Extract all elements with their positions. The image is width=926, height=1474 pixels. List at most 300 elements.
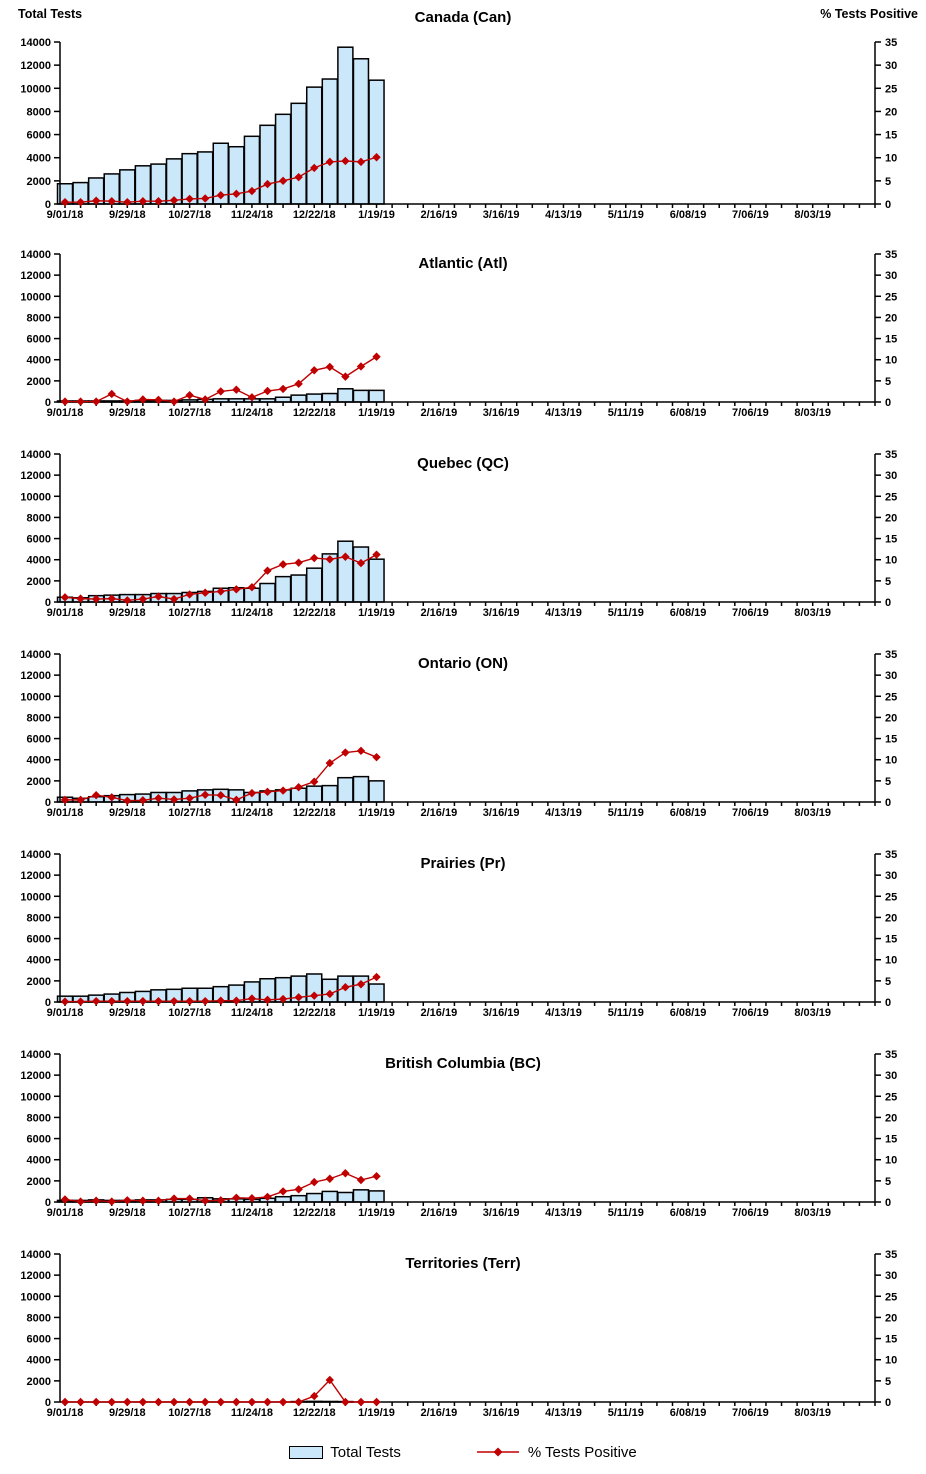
pct-positive-point (217, 387, 225, 395)
x-tick-label: 4/13/19 (545, 607, 582, 619)
panel-pr (0, 830, 926, 1030)
total-tests-bar (369, 390, 384, 402)
x-tick-label: 9/29/18 (108, 1007, 146, 1019)
y-left-tick-label: 14000 (20, 1249, 51, 1261)
axes (60, 854, 875, 1002)
pct-positive-point (76, 1398, 84, 1406)
y-left-tick-label: 0 (44, 1197, 51, 1209)
total-tests-bar (353, 1190, 368, 1202)
total-tests-bar (307, 87, 322, 204)
pct-positive-point (279, 1187, 287, 1195)
pct-positive-point (372, 753, 380, 761)
y-right-tick-label: 25 (885, 83, 898, 96)
x-tick-label: 10/27/18 (168, 209, 212, 221)
pct-positive-point (170, 397, 178, 405)
y-left-tick-label: 10000 (20, 891, 51, 904)
total-tests-bar (307, 1194, 322, 1202)
pct-positive-point (279, 385, 287, 393)
y-right-tick-label: 5 (885, 1175, 892, 1188)
pct-positive-point (185, 1398, 193, 1406)
x-tick-label: 2/16/19 (420, 1207, 458, 1219)
pct-positive-point (123, 1398, 131, 1406)
x-tick-label: 7/06/19 (732, 1007, 769, 1019)
x-tick-label: 1/19/19 (358, 1407, 395, 1419)
x-tick-label: 11/24/18 (230, 807, 274, 819)
y-right-tick-label: 35 (885, 249, 898, 261)
x-tick-label: 1/19/19 (358, 1207, 395, 1219)
y-right-tick-label: 5 (885, 375, 892, 388)
y-axis-left (20, 649, 60, 809)
y-left-tick-label: 0 (44, 597, 51, 609)
x-tick-label: 1/19/19 (358, 407, 395, 419)
x-tick-label: 11/24/18 (230, 1207, 274, 1219)
x-tick-label: 8/03/19 (794, 607, 832, 619)
y-axis-right (875, 849, 897, 1009)
y-left-tick-label: 12000 (20, 1070, 51, 1083)
y-left-tick-label: 4000 (26, 1154, 51, 1167)
x-tick-label: 1/19/19 (358, 607, 395, 619)
pct-positive-point (372, 550, 380, 558)
pct-positive-point (263, 387, 271, 395)
total-tests-bar (322, 394, 337, 402)
x-axis (47, 1402, 875, 1419)
x-tick-label: 4/13/19 (545, 1407, 582, 1419)
total-tests-swatch (289, 1446, 323, 1459)
y-left-tick-label: 8000 (26, 312, 51, 325)
x-tick-label: 3/16/19 (482, 607, 520, 619)
y-right-tick-label: 30 (885, 60, 898, 73)
y-right-tick-label: 20 (885, 512, 898, 525)
x-tick-label: 1/19/19 (358, 1007, 395, 1019)
y-left-tick-label: 12000 (20, 1270, 51, 1283)
y-left-tick-label: 4000 (26, 754, 51, 767)
y-right-tick-label: 25 (885, 491, 898, 504)
y-right-tick-label: 30 (885, 270, 898, 283)
pct-positive-point (92, 1197, 100, 1205)
total-tests-bar (276, 114, 291, 204)
pct-positive-point (372, 973, 380, 981)
x-tick-label: 8/03/19 (794, 407, 832, 419)
pct-positive-point (279, 1398, 287, 1406)
x-tick-label: 9/01/18 (46, 807, 84, 819)
pct-positive-point (310, 1178, 318, 1186)
y-axis-right (875, 449, 897, 609)
pct-positive-point (61, 1398, 69, 1406)
y-left-tick-label: 6000 (26, 933, 51, 946)
total-tests-bar (260, 584, 275, 603)
x-tick-label: 12/22/18 (292, 1407, 336, 1419)
axes (60, 1254, 875, 1402)
y-right-tick-label: 10 (885, 152, 898, 165)
legend-entry-pct-positive (475, 1444, 637, 1461)
y-left-tick-label: 0 (44, 397, 51, 409)
y-axis-right (875, 1049, 897, 1209)
pct-positive-point (372, 353, 380, 361)
x-tick-label: 9/29/18 (108, 807, 146, 819)
x-tick-label: 5/11/19 (607, 1007, 644, 1019)
y-axis-left (20, 449, 60, 609)
y-right-tick-label: 10 (885, 554, 898, 567)
y-right-tick-label: 10 (885, 1154, 898, 1167)
pct-positive-point (76, 796, 84, 804)
y-right-tick-label: 5 (885, 1375, 892, 1388)
legend-total-tests-label: Total Tests (330, 1443, 401, 1461)
total-tests-bar (291, 575, 306, 602)
y-left-tick-label: 8000 (26, 106, 51, 119)
x-tick-label: 4/13/19 (545, 407, 582, 419)
pct-positive-point (108, 390, 116, 398)
pct-positive-point (357, 1398, 365, 1406)
y-left-tick-label: 6000 (26, 333, 51, 346)
x-tick-label: 8/03/19 (794, 1407, 832, 1419)
y-right-tick-label: 20 (885, 1312, 898, 1325)
x-tick-label: 6/08/19 (669, 607, 707, 619)
y-right-tick-label: 30 (885, 870, 898, 883)
y-left-tick-label: 2000 (26, 375, 51, 388)
legend-diamond-icon (493, 1448, 502, 1457)
total-tests-bar (338, 389, 353, 402)
y-left-tick-label: 0 (44, 997, 51, 1009)
x-tick-label: 12/22/18 (292, 209, 336, 221)
y-left-tick-label: 2000 (26, 775, 51, 788)
y-right-tick-label: 35 (885, 449, 898, 461)
y-right-tick-label: 30 (885, 1070, 898, 1083)
x-tick-label: 2/16/19 (420, 1407, 458, 1419)
y-right-tick-label: 25 (885, 1291, 898, 1304)
pct-positive-point (123, 1196, 131, 1204)
x-tick-label: 11/24/18 (230, 607, 274, 619)
y-right-tick-label: 0 (885, 597, 892, 609)
total-tests-bar (369, 1191, 384, 1202)
pct-positive-point (185, 391, 193, 399)
pct-positive-point (76, 1197, 84, 1205)
x-tick-label: 2/16/19 (420, 807, 458, 819)
total-tests-bar (338, 778, 353, 802)
left-axis-title: Total Tests (18, 7, 83, 21)
y-left-tick-label: 8000 (26, 512, 51, 525)
y-left-tick-label: 2000 (26, 575, 51, 588)
x-axis (47, 802, 875, 819)
x-tick-label: 12/22/18 (292, 607, 336, 619)
panel-title: Atlantic (Atl) (418, 255, 508, 272)
x-tick-label: 9/29/18 (108, 209, 146, 221)
x-tick-label: 11/24/18 (230, 209, 274, 221)
pct-positive-point (92, 1398, 100, 1406)
x-tick-label: 2/16/19 (420, 1007, 458, 1019)
legend-pct-positive-label: % Tests Positive (527, 1443, 637, 1461)
y-right-tick-label: 10 (885, 954, 898, 967)
total-tests-bar (369, 559, 384, 602)
y-left-tick-label: 10000 (20, 1291, 51, 1304)
x-tick-label: 5/11/19 (607, 607, 644, 619)
pct-positive-point (217, 1398, 225, 1406)
y-left-tick-label: 8000 (26, 912, 51, 925)
pct-positive-point (294, 1185, 302, 1193)
axes (60, 454, 875, 602)
x-tick-label: 6/08/19 (669, 209, 707, 221)
y-right-tick-label: 10 (885, 754, 898, 767)
y-left-tick-label: 10000 (20, 291, 51, 304)
y-left-tick-label: 14000 (20, 449, 51, 461)
y-right-tick-label: 15 (885, 1133, 898, 1146)
total-tests-bar (369, 984, 384, 1002)
y-right-tick-label: 5 (885, 575, 892, 588)
panel-on (0, 630, 926, 830)
x-tick-label: 10/27/18 (168, 1007, 212, 1019)
y-axis-left (20, 1049, 60, 1209)
y-right-tick-label: 15 (885, 1333, 898, 1346)
y-axis-right (875, 1249, 897, 1409)
y-right-tick-label: 25 (885, 691, 898, 704)
x-tick-label: 12/22/18 (292, 807, 336, 819)
y-right-tick-label: 5 (885, 175, 892, 188)
x-tick-label: 8/03/19 (794, 1207, 832, 1219)
pct-positive-point (217, 1196, 225, 1204)
x-axis (47, 602, 875, 619)
panel-title: Prairies (Pr) (420, 855, 506, 872)
pct-positive-point (326, 1175, 334, 1183)
total-tests-bar (291, 103, 306, 204)
y-left-tick-label: 12000 (20, 470, 51, 483)
total-tests-bar (353, 976, 368, 1002)
x-tick-label: 6/08/19 (669, 1007, 707, 1019)
total-tests-bar (338, 1192, 353, 1202)
pct-positive-point (232, 386, 240, 394)
x-tick-label: 9/01/18 (46, 1207, 84, 1219)
x-tick-label: 8/03/19 (794, 1007, 832, 1019)
panel-qc (0, 430, 926, 630)
total-tests-bar (369, 80, 384, 204)
x-tick-label: 7/06/19 (732, 807, 769, 819)
x-tick-label: 3/16/19 (482, 407, 520, 419)
y-left-tick-label: 14000 (20, 649, 51, 661)
x-tick-label: 9/29/18 (108, 1207, 146, 1219)
y-left-tick-label: 14000 (20, 1049, 51, 1061)
pct-positive-point (92, 397, 100, 405)
x-tick-label: 11/24/18 (230, 407, 274, 419)
pct-positive-point (326, 363, 334, 371)
y-left-tick-label: 14000 (20, 37, 51, 49)
y-left-tick-label: 2000 (26, 1375, 51, 1388)
y-right-tick-label: 20 (885, 912, 898, 925)
y-right-tick-label: 15 (885, 333, 898, 346)
x-tick-label: 10/27/18 (168, 807, 212, 819)
x-tick-label: 2/16/19 (420, 407, 458, 419)
y-left-tick-label: 4000 (26, 354, 51, 367)
x-tick-label: 8/03/19 (794, 807, 832, 819)
total-tests-bar (322, 79, 337, 204)
total-tests-bar (276, 1197, 291, 1202)
panel-terr (0, 1230, 926, 1430)
y-left-tick-label: 12000 (20, 60, 51, 73)
x-axis (47, 402, 875, 419)
y-left-tick-label: 2000 (26, 1175, 51, 1188)
x-tick-label: 6/08/19 (669, 407, 707, 419)
x-axis (47, 1202, 875, 1219)
x-tick-label: 4/13/19 (545, 1007, 582, 1019)
x-tick-label: 4/13/19 (545, 807, 582, 819)
panel-title: Quebec (QC) (417, 455, 509, 472)
x-tick-label: 2/16/19 (420, 607, 458, 619)
pct-positive-point (372, 1398, 380, 1406)
total-tests-bar (307, 394, 322, 402)
x-axis (47, 1002, 875, 1019)
total-tests-bar (291, 1196, 306, 1202)
y-left-tick-label: 6000 (26, 1333, 51, 1346)
x-tick-label: 9/01/18 (46, 1007, 84, 1019)
x-tick-label: 11/24/18 (230, 1007, 274, 1019)
y-left-tick-label: 4000 (26, 954, 51, 967)
y-left-tick-label: 10000 (20, 691, 51, 704)
pct-positive-point (357, 747, 365, 755)
total-tests-bar (322, 1191, 337, 1202)
y-right-tick-label: 30 (885, 670, 898, 683)
axes (60, 254, 875, 402)
y-left-tick-label: 10000 (20, 83, 51, 96)
total-tests-bar (276, 577, 291, 602)
pct-positive-point (123, 397, 131, 405)
y-right-tick-label: 10 (885, 354, 898, 367)
y-right-tick-label: 15 (885, 129, 898, 142)
total-tests-bar (322, 786, 337, 802)
pct-positive-point (357, 362, 365, 370)
y-left-tick-label: 10000 (20, 491, 51, 504)
total-tests-bar (353, 547, 368, 602)
y-left-tick-label: 0 (44, 797, 51, 809)
pct-positive-point (294, 1398, 302, 1406)
x-tick-label: 3/16/19 (482, 1207, 520, 1219)
pct-positive-point (154, 396, 162, 404)
x-tick-label: 9/01/18 (46, 607, 84, 619)
pct-positive-point (341, 372, 349, 380)
x-tick-label: 9/01/18 (46, 407, 84, 419)
y-left-tick-label: 6000 (26, 129, 51, 142)
x-tick-label: 1/19/19 (358, 807, 395, 819)
y-left-tick-label: 0 (44, 199, 51, 211)
y-right-tick-label: 35 (885, 37, 898, 49)
y-axis-right (875, 37, 897, 211)
legend-entry-total-tests (289, 1444, 401, 1461)
y-left-tick-label: 0 (44, 1397, 51, 1409)
y-right-tick-label: 0 (885, 797, 892, 809)
y-axis-left (20, 249, 60, 409)
y-left-tick-label: 12000 (20, 870, 51, 883)
y-right-tick-label: 25 (885, 291, 898, 304)
y-right-tick-label: 5 (885, 775, 892, 788)
x-tick-label: 4/13/19 (545, 1207, 582, 1219)
x-tick-label: 5/11/19 (607, 209, 644, 221)
y-axis-left (20, 1249, 60, 1409)
total-tests-bar (307, 568, 322, 602)
y-right-tick-label: 15 (885, 933, 898, 946)
pct-positive-point (232, 1398, 240, 1406)
y-right-tick-label: 15 (885, 733, 898, 746)
y-left-tick-label: 14000 (20, 249, 51, 261)
x-tick-label: 7/06/19 (732, 1407, 769, 1419)
pct-positive-point (139, 1398, 147, 1406)
x-tick-label: 12/22/18 (292, 407, 336, 419)
x-tick-label: 3/16/19 (482, 807, 520, 819)
y-right-tick-label: 25 (885, 891, 898, 904)
y-left-tick-label: 6000 (26, 533, 51, 546)
y-right-tick-label: 5 (885, 975, 892, 988)
x-tick-label: 9/01/18 (46, 1407, 84, 1419)
pct-positive-point (294, 558, 302, 566)
y-left-tick-label: 14000 (20, 849, 51, 861)
y-right-tick-label: 35 (885, 1049, 898, 1061)
y-left-tick-label: 6000 (26, 1133, 51, 1146)
pct-positive-point (310, 554, 318, 562)
x-tick-label: 10/27/18 (168, 1207, 212, 1219)
pct-positive-point (201, 1398, 209, 1406)
y-right-tick-label: 0 (885, 997, 892, 1009)
pct-positive-point (341, 1169, 349, 1177)
pct-positive-point (372, 1172, 380, 1180)
x-tick-label: 10/27/18 (168, 607, 212, 619)
pct-positive-point (263, 1398, 271, 1406)
pct-positive-point (279, 560, 287, 568)
y-left-tick-label: 12000 (20, 670, 51, 683)
x-tick-label: 7/06/19 (732, 607, 769, 619)
y-axis-left (20, 37, 60, 211)
x-tick-label: 9/29/18 (108, 1407, 146, 1419)
y-right-tick-label: 35 (885, 649, 898, 661)
x-tick-label: 7/06/19 (732, 209, 769, 221)
total-tests-bar (353, 59, 368, 204)
pct-positive-line-swatch (475, 1445, 521, 1459)
pct-positive-point (139, 1197, 147, 1205)
pct-positive-point (357, 1176, 365, 1184)
total-tests-bar (260, 125, 275, 204)
legend (0, 1430, 926, 1474)
panel-can (0, 0, 926, 230)
panel-title: British Columbia (BC) (385, 1055, 541, 1072)
y-right-tick-label: 35 (885, 849, 898, 861)
pct-positive-point (108, 1398, 116, 1406)
x-tick-label: 3/16/19 (482, 1407, 520, 1419)
total-tests-bar (338, 47, 353, 204)
x-tick-label: 10/27/18 (168, 1407, 212, 1419)
x-tick-label: 7/06/19 (732, 1207, 769, 1219)
y-right-tick-label: 30 (885, 1270, 898, 1283)
total-tests-bar (291, 395, 306, 402)
y-axis-right (875, 649, 897, 809)
y-right-tick-label: 0 (885, 199, 892, 211)
x-tick-label: 12/22/18 (292, 1007, 336, 1019)
x-axis (47, 204, 875, 221)
y-right-tick-label: 20 (885, 312, 898, 325)
pct-positive-point (248, 1398, 256, 1406)
y-right-tick-label: 25 (885, 1091, 898, 1104)
total-tests-bar (338, 541, 353, 602)
y-left-tick-label: 2000 (26, 975, 51, 988)
total-tests-bars (58, 47, 385, 204)
x-tick-label: 9/29/18 (108, 407, 146, 419)
y-right-tick-label: 20 (885, 1112, 898, 1125)
x-tick-label: 6/08/19 (669, 807, 707, 819)
y-left-tick-label: 8000 (26, 1312, 51, 1325)
x-tick-label: 7/06/19 (732, 407, 769, 419)
pct-positive-point (341, 748, 349, 756)
total-tests-bar (353, 390, 368, 402)
panel-title: Canada (Can) (414, 9, 512, 26)
y-right-tick-label: 20 (885, 712, 898, 725)
x-tick-label: 1/19/19 (358, 209, 395, 221)
y-left-tick-label: 8000 (26, 1112, 51, 1125)
y-axis-right (875, 249, 897, 409)
y-right-tick-label: 10 (885, 1354, 898, 1367)
panel-atl (0, 230, 926, 430)
